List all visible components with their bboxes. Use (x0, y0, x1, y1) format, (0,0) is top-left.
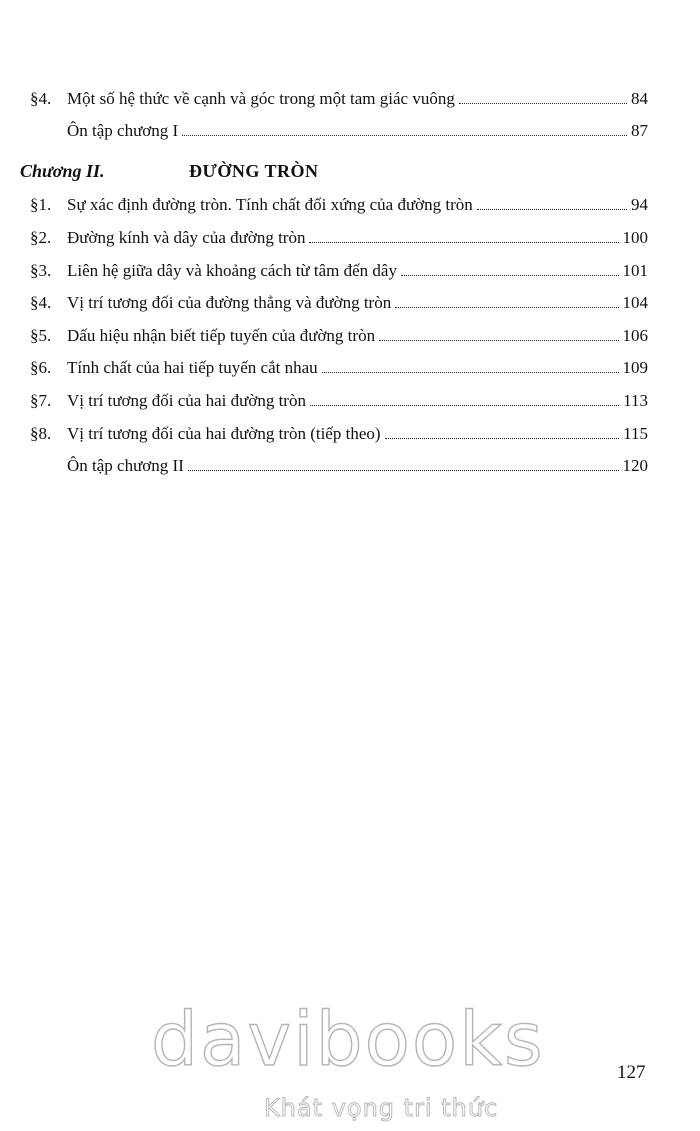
section-title: Ôn tập chương II (67, 456, 184, 475)
section-title: Tính chất của hai tiếp tuyến cắt nhau (67, 358, 318, 377)
section-page: 104 (622, 293, 648, 312)
watermark-slogan: Khát vọng tri thức (264, 1094, 499, 1122)
dot-leader (188, 470, 619, 471)
section-page: 100 (622, 228, 648, 247)
dot-leader (182, 135, 627, 136)
section-title: Liên hệ giữa dây và khoảng cách từ tâm đến dây (67, 261, 397, 280)
section-page: 84 (631, 89, 648, 108)
dot-leader (477, 209, 627, 210)
dot-leader (309, 242, 618, 243)
section-title: Vị trí tương đối của hai đường tròn (67, 391, 306, 410)
watermark-brand: davibooks (151, 997, 545, 1083)
section-title: Dấu hiệu nhận biết tiếp tuyến của đường tròn (67, 326, 376, 345)
section-title: Đường kính và dây của đường tròn (67, 228, 306, 247)
section-title: Vị trí tương đối của hai đường tròn (tiếp theo) (67, 424, 381, 443)
dot-leader (385, 438, 620, 439)
section-number: §2. (30, 228, 52, 247)
dot-leader (395, 307, 618, 308)
section-number: §3. (30, 261, 52, 280)
section-title: Sự xác định đường tròn. Tính chất đối xứng của đường tròn (67, 195, 473, 214)
dot-leader (401, 275, 619, 276)
section-number: §7. (30, 391, 52, 410)
section-title: Vị trí tương đối của đường thẳng và đường tròn (67, 293, 392, 312)
section-number: §6. (30, 358, 52, 377)
dot-leader (459, 103, 627, 104)
section-title: Một số hệ thức về cạnh và góc trong một tam giác vuông (67, 89, 455, 108)
dot-leader (322, 372, 619, 373)
section-number: §4. (30, 89, 52, 108)
dot-leader (310, 405, 619, 406)
dot-leader (379, 340, 618, 341)
section-page: 94 (631, 195, 648, 214)
section-page: 120 (622, 456, 648, 475)
section-number: §1. (30, 195, 52, 214)
section-number: §5. (30, 326, 52, 345)
chapter-label: Chương II. (20, 161, 105, 181)
page-number: 127 (617, 1062, 646, 1083)
section-title: Ôn tập chương I (67, 121, 179, 140)
section-page: 115 (623, 424, 648, 443)
section-page: 109 (622, 358, 648, 377)
section-page: 87 (631, 121, 648, 140)
section-page: 113 (623, 391, 648, 410)
section-page: 106 (622, 326, 648, 345)
section-number: §8. (30, 424, 52, 443)
section-number: §4. (30, 293, 52, 312)
section-page: 101 (622, 261, 648, 280)
chapter-title: ĐƯỜNG TRÒN (189, 161, 319, 181)
